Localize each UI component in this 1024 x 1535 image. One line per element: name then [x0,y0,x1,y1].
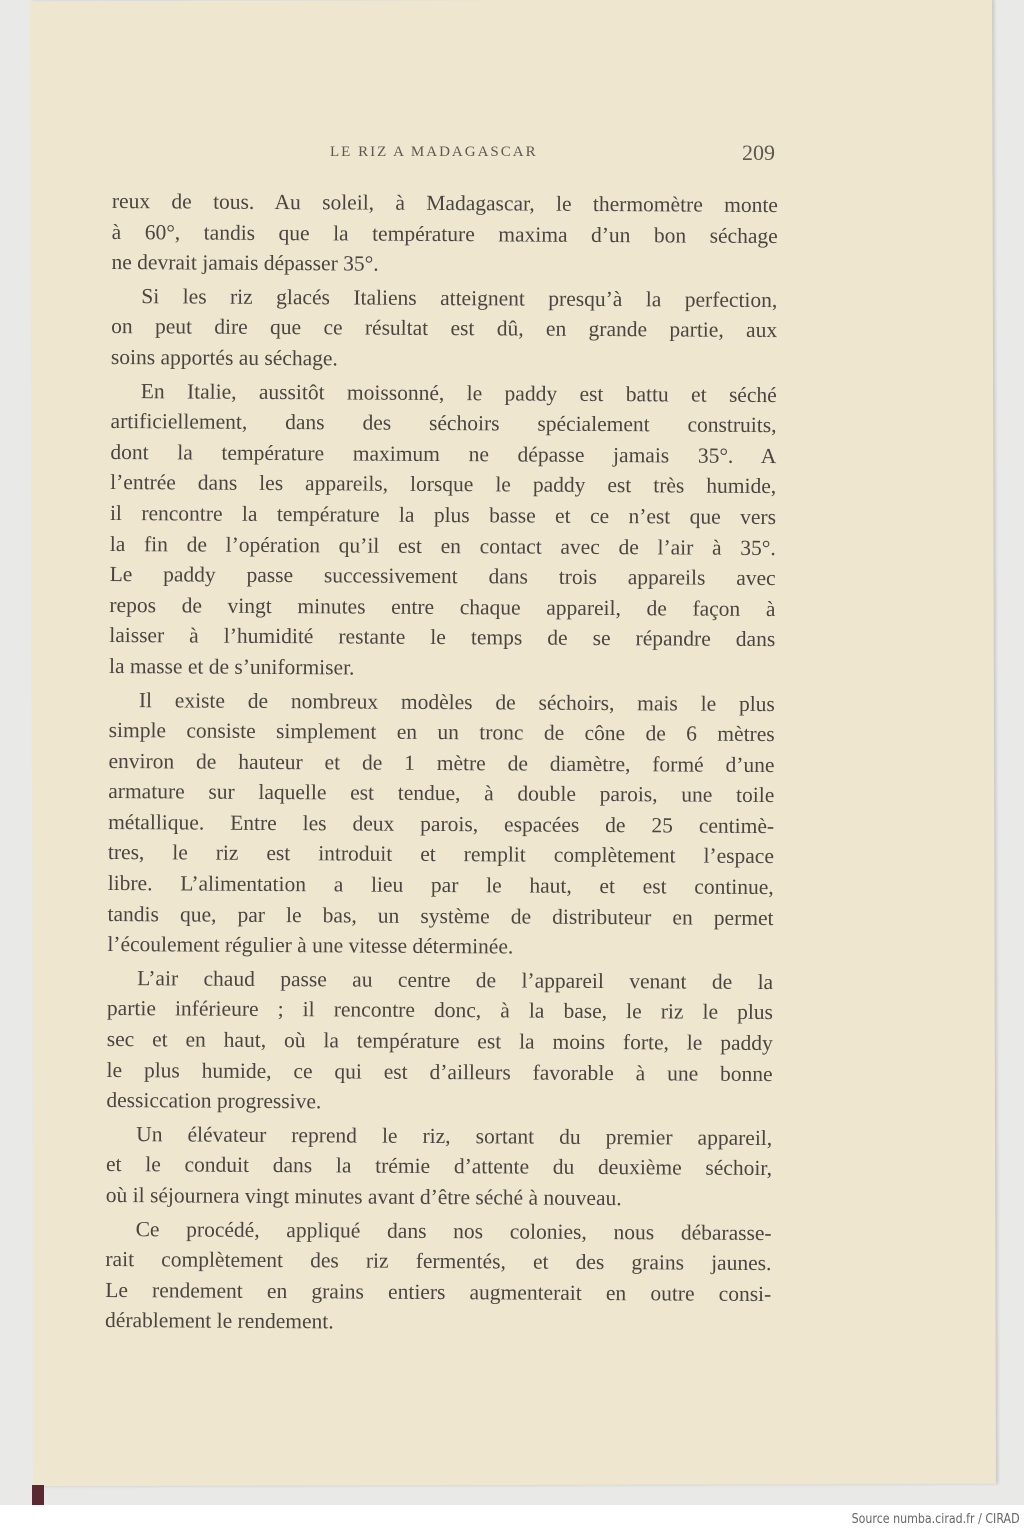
text-line: laisser à l’humidité restante le temps de se répandre dans [109,623,776,652]
text-line: rait complètement des riz fermentés, et des grains jaunes. [105,1247,772,1276]
text-line: où il séjournera vingt minutes avant d’être séché à nouveau. [105,1182,622,1211]
text-line: Le paddy passe successivement dans trois appareils avec [109,562,776,591]
text-line: l’écoulement régulier à une vitesse déterminée. [107,932,514,959]
text-line: sec et en haut, où la température est la moins forte, le paddy [106,1027,773,1056]
paragraph [106,1119,773,1215]
text-line: il rencontre la température la plus basse et ce n’est que vers [109,500,777,529]
text-line: armature sur laquelle est tendue, à double parois, une toile [108,779,775,808]
text-line: on peut dire que ce résultat est dû, en grande partie, aux [111,314,778,343]
text-line: libre. L’alimentation a lieu par le haut, et est continue, [107,871,774,900]
text-line: Un élévateur reprend le riz, sortant du premier appareil, [136,1121,773,1150]
text-line: En Italie, aussitôt moissonné, le paddy est battu et séché [140,378,777,407]
text-line: soins apportés au séchage. [110,344,338,371]
page-number: 209 [742,140,775,165]
text-line: tandis que, par le bas, un système de distributeur en permet [107,901,774,930]
text-line: la fin de l’opération qu’il est en contact avec de l’air à 35°. [109,531,776,560]
text-line: reux de tous. Au soleil, à Madagascar, le thermomètre monte [111,188,778,218]
paragraph [109,376,777,686]
text-line: Le rendement en grains entiers augmenterait en outre consi- [105,1277,772,1306]
running-title: LE RIZ A MADAGASCAR [330,144,538,160]
text-line: la masse et de s’uniformiser. [108,653,355,680]
text-line: à 60°, tandis que la température maxima d’un bon séchage [111,219,778,248]
text-line: ne devrait jamais dépasser 35°. [111,250,379,276]
source-credit: Source numba.cirad.fr / CIRAD [852,1512,1020,1527]
text-line: Il existe de nombreux modèles de séchoirs, mais le plus [138,687,775,716]
paragraph [107,684,775,963]
text-line: métallique. Entre les deux parois, espacées de 25 centimè- [108,809,775,838]
paragraph [111,281,778,377]
book-spine [32,1485,44,1505]
text-line: tres, le riz est introduit et remplit complètement l’espace [107,840,774,869]
paragraph [106,963,773,1120]
text-line: l’entrée dans les appareils, lorsque le paddy est très humide, [110,470,777,499]
paragraph [111,186,778,282]
text-line: partie inférieure ; il rencontre donc, à la base, le riz le plus [106,996,774,1025]
text-line: artificiellement, dans des séchoirs spécialement construits, [110,409,777,438]
paragraph [105,1214,772,1340]
text-line: L’air chaud passe au centre de l’appareil venant de la [137,966,774,994]
text-line: et le conduit dans la trémie d’attente du deuxième séchoir, [105,1152,773,1181]
text-line: le plus humide, ce qui est d’ailleurs favorable à une bonne [106,1057,773,1086]
text-line: dont la température maximum ne dépasse jamais 35°. A [110,439,777,468]
text-line: simple consiste simplement en un tronc de cône de 6 mètres [108,718,775,747]
page-body [105,186,778,1343]
text-line: dessiccation progressive. [106,1088,322,1114]
text-line: dérablement le rendement. [104,1308,334,1334]
text-line: Si les riz glacés Italiens atteignent presqu’à la perfection, [141,283,778,312]
text-line: environ de hauteur et de 1 mètre de diamètre, formé d’une [108,748,775,777]
text-line: repos de vingt minutes entre chaque appareil, de façon à [109,592,776,621]
text-line: Ce procédé, appliqué dans nos colonies, nous débarasse- [135,1216,772,1245]
